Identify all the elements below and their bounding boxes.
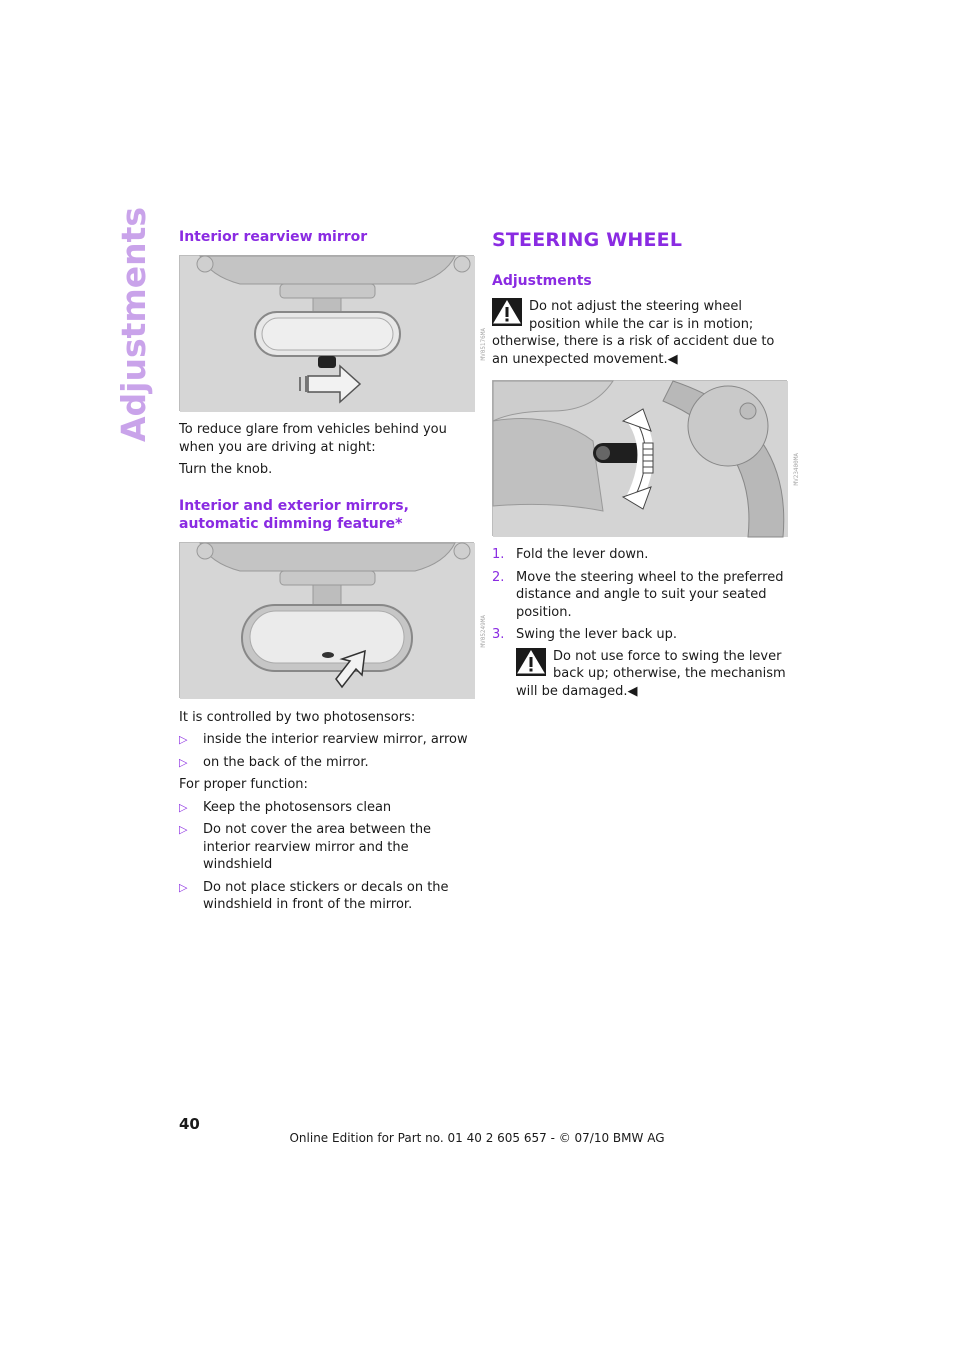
list-item: ▷ Keep the photosensors clean xyxy=(179,799,392,815)
side-tab-label: Adjustments xyxy=(114,206,153,442)
warning-text-motion: Do not adjust the steering wheel position while the car is in motion; otherwise, there is a risk of accident due to an unexpected movement.◀ xyxy=(492,299,775,367)
step-item xyxy=(492,546,788,564)
list-item: ▷ on the back of the mirror. xyxy=(179,754,369,770)
step-text: Fold the lever down. xyxy=(516,547,649,562)
page-number: 40 xyxy=(179,1115,200,1133)
warning-text-mechanism: Do not use force to swing the lever back up; otherwise, the mechanism will be damaged.◀ xyxy=(516,648,786,699)
right-column xyxy=(492,228,800,700)
list-item: ▷ Do not cover the area between the interior rearview mirror and the windshield xyxy=(179,822,432,872)
warning-triangle-icon xyxy=(516,648,546,676)
list-item: ▷ inside the interior rearview mirror, arrow xyxy=(179,732,468,747)
bullet-arrow-icon: ▷ xyxy=(179,755,188,769)
step-item xyxy=(492,569,788,622)
list-item: ▷ Do not place stickers or decals on the windshield in front of the mirror. xyxy=(179,879,449,912)
rearview-mirror-figure xyxy=(179,255,487,411)
bullet-arrow-icon: ▷ xyxy=(179,800,188,814)
step-number: 2. xyxy=(492,569,505,585)
bullet-arrow-icon: ▷ xyxy=(179,880,188,894)
paragraph-reduce-glare: To reduce glare from vehicles behind you when you are driving at night: xyxy=(179,422,447,455)
section-heading-line-1: Interior and exterior mirrors, xyxy=(179,497,409,514)
warning-note-mechanism xyxy=(516,648,788,701)
bullet-arrow-icon: ▷ xyxy=(179,733,188,746)
function-list xyxy=(179,799,475,914)
step-text: Move the steering wheel to the preferred distance and angle to suit your seated position. xyxy=(516,569,784,620)
section-heading-rearview-mirror: Interior rearview mirror xyxy=(179,229,368,245)
side-tab xyxy=(112,206,153,444)
step-number: 3. xyxy=(492,627,505,642)
step-item xyxy=(492,626,788,644)
step-text: Swing the lever back up. xyxy=(516,627,678,642)
warning-note-motion xyxy=(492,298,788,368)
edition-footer: Online Edition for Part no. 01 40 2 605 657 - © 07/10 BMW AG xyxy=(289,1131,665,1145)
adjustment-steps xyxy=(492,546,788,644)
page-title-steering-wheel: STEERING WHEEL xyxy=(492,229,683,251)
step-number: 1. xyxy=(492,547,505,562)
paragraph-photosensors: It is controlled by two photosensors: xyxy=(179,709,416,725)
warning-triangle-icon xyxy=(492,298,522,326)
paragraph-turn-knob: Turn the knob. xyxy=(179,462,273,477)
figure-code: MV05176MA xyxy=(480,328,487,361)
bullet-arrow-icon: ▷ xyxy=(179,823,188,836)
figure-code: MV05249MA xyxy=(480,614,487,648)
section-heading-auto-dimming xyxy=(179,497,475,533)
auto-dimming-mirror-figure xyxy=(179,542,487,698)
steering-wheel-figure xyxy=(492,380,800,536)
section-heading-line-2: automatic dimming feature* xyxy=(179,515,403,532)
sensor-list xyxy=(179,731,475,771)
figure-code: MV23400MA xyxy=(793,453,800,486)
paragraph-proper-function: For proper function: xyxy=(179,777,308,792)
left-column xyxy=(179,228,487,919)
subheading-adjustments: Adjustments xyxy=(492,273,592,289)
